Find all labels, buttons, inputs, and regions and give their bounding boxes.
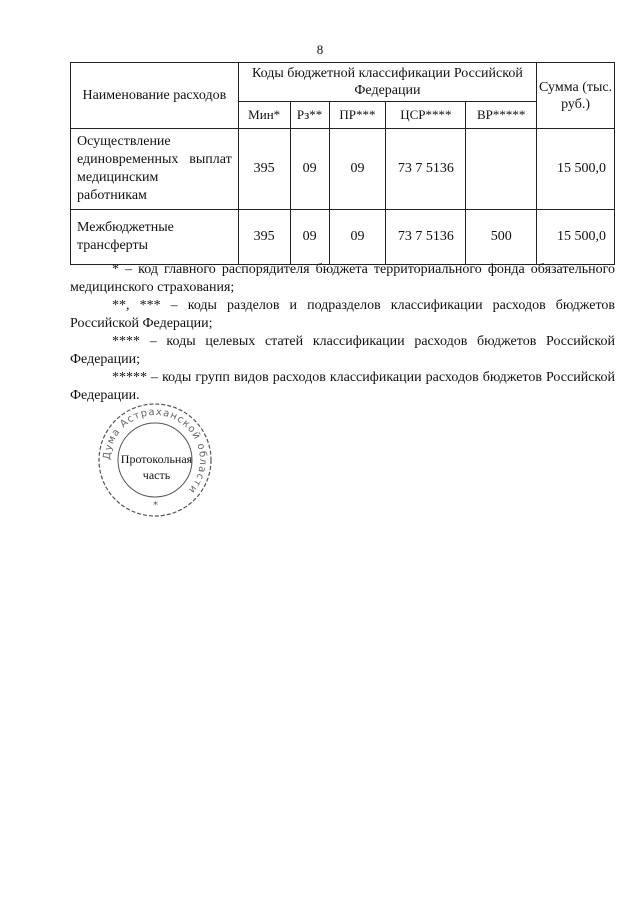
row-sum: 15 500,0 (537, 129, 615, 210)
table-row (71, 129, 615, 210)
row-pr: 09 (329, 210, 386, 265)
row-csr: 73 7 5136 (386, 210, 466, 265)
header-min: Мин* (238, 102, 290, 129)
svg-text:Дума Астраханской области: Дума Астраханской области (101, 406, 209, 496)
header-sum: Сумма (тыс. руб.) (537, 63, 615, 129)
footnote: ***** – коды групп видов расходов классификации расходов бюджетов Российской Федерации. (70, 370, 615, 403)
svg-text:*: * (153, 500, 158, 511)
header-name: Наименование расходов (71, 63, 239, 129)
row-name: Межбюджетные трансферты (71, 210, 239, 265)
footnote: **, *** – коды разделов и подразделов классификации расходов бюджетов Российской Федерации; (70, 298, 615, 331)
page-number: 8 (316, 42, 324, 57)
table-row (71, 210, 615, 265)
row-vr (466, 129, 537, 210)
row-rz: 09 (290, 129, 329, 210)
footnote: **** – коды целевых статей классификации расходов бюджетов Российской Федерации; (70, 334, 615, 367)
row-csr: 73 7 5136 (386, 129, 466, 210)
row-vr: 500 (466, 210, 537, 265)
row-min: 395 (238, 210, 290, 265)
header-codes: Коды бюджетной классификации Российской Федерации (238, 63, 536, 102)
row-name: Осуществление единовременных выплат медицинским работникам (71, 129, 239, 210)
header-rz: Рз** (290, 102, 329, 129)
budget-table (70, 62, 615, 265)
footnote: * – код главного распорядителя бюджета территориального фонда обязательного медицинского страхования; (70, 262, 615, 295)
table-header-row (71, 63, 615, 102)
footnotes (70, 261, 615, 405)
header-pr: ПР*** (329, 102, 386, 129)
header-vr: ВР***** (466, 102, 537, 129)
row-pr: 09 (329, 129, 386, 210)
row-min: 395 (238, 129, 290, 210)
header-csr: ЦСР**** (386, 102, 466, 129)
stamp-text: Протокольная часть (120, 452, 193, 482)
row-rz: 09 (290, 210, 329, 265)
row-sum: 15 500,0 (537, 210, 615, 265)
